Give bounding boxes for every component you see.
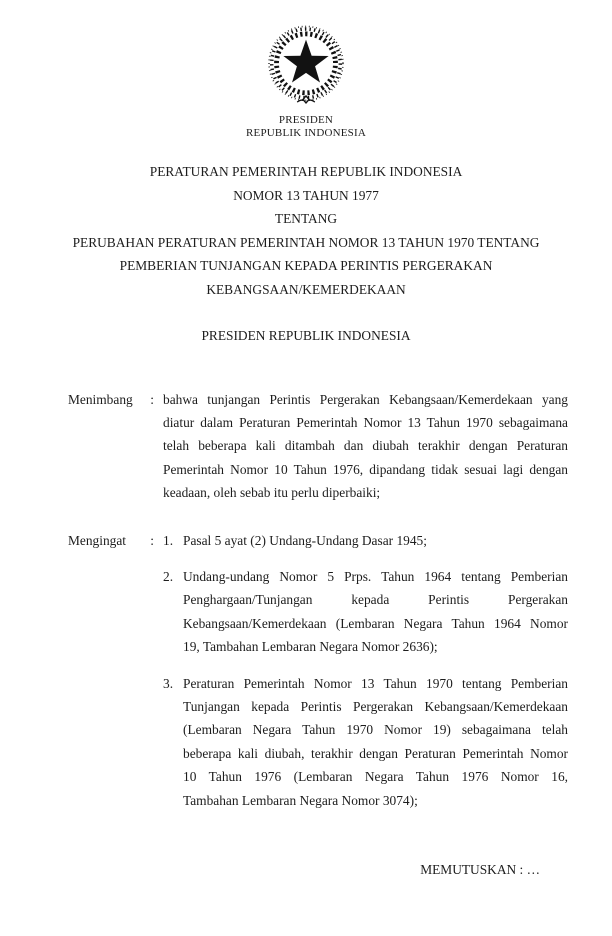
- title-line-number: NOMOR 13 TAHUN 1977: [233, 187, 379, 203]
- document-body: [68, 388, 568, 813]
- list-item-line: Undang-undang Nomor 5 Prps. Tahun 1964 tentang Pemberian: [183, 568, 568, 584]
- title-line-subject-3: KEBANGSAAN/KEMERDEKAAN: [206, 281, 406, 297]
- list-item-text: [183, 565, 568, 659]
- title-line-subject-1: PERUBAHAN PERATURAN PEMERINTAH NOMOR 13 TAHUN 1970 TENTANG: [72, 234, 540, 250]
- memutuskan-line: MEMUTUSKAN : …: [420, 862, 540, 877]
- list-item-line: 10 Tahun 1976 (Lembaran Negara Tahun 1976 Nomor 16,: [183, 769, 568, 785]
- seal-caption-republik-indonesia: REPUBLIK INDONESIA: [245, 126, 366, 139]
- list-item-line: (Lembaran Negara Tahun 1970 Nomor 19) sebagaimana telah: [183, 722, 568, 738]
- menimbang-line: keadaan, oleh sebab itu perlu diperbaiki;: [163, 485, 381, 501]
- menimbang-line: telah beberapa kali ditambah dan diubah terakhir dengan Peraturan: [163, 438, 568, 454]
- mengingat-section: [68, 529, 568, 812]
- list-item-line: Penghargaan/Tunjangan kepada Perintis Pergerakan: [183, 592, 568, 608]
- menimbang-label-text: Menimbang: [68, 391, 133, 407]
- title-line-subject-2: PEMBERIAN TUNJANGAN KEPADA PERINTIS PERGERAKAN: [119, 258, 493, 273]
- list-item-number: 2.: [163, 568, 174, 584]
- menimbang-line: Pemerintah Nomor 10 Tahun 1976, dipandang tidak sesuai lagi dengan: [163, 461, 568, 477]
- mengingat-label-text: Mengingat: [68, 532, 127, 548]
- menimbang-line: bahwa tunjangan Perintis Pergerakan Kebangsaan/Kemerdekaan yang: [163, 391, 568, 407]
- list-item-line: Tunjangan kepada Perintis Pergerakan Kebangsaan/Kemerdekaan: [183, 698, 568, 714]
- list-item: [163, 672, 568, 812]
- list-item-line: beberapa kali diubah, terakhir dengan Peraturan Pemerintah Nomor: [183, 745, 568, 761]
- subheading-presiden-ri: PRESIDEN REPUBLIK INDONESIA: [201, 328, 411, 343]
- mengingat-label: [68, 529, 163, 552]
- list-item-text: [183, 529, 568, 552]
- menimbang-section: [68, 388, 568, 505]
- document-title-block: [0, 160, 612, 301]
- title-line-tentang: TENTANG: [274, 211, 338, 226]
- menimbang-paragraph: [163, 388, 568, 505]
- title-line-regulation: PERATURAN PEMERINTAH REPUBLIK INDONESIA: [149, 164, 463, 179]
- menimbang-colon: :: [150, 391, 154, 407]
- seal-caption: [0, 114, 612, 139]
- list-item-line: Pasal 5 ayat (2) Undang-Undang Dasar 1945;: [183, 532, 427, 548]
- list-item: [163, 565, 568, 659]
- list-item-line: Peraturan Pemerintah Nomor 13 Tahun 1970 tentang Pemberian: [183, 675, 568, 691]
- list-item-line: Tambahan Lembaran Negara Nomor 3074);: [183, 792, 418, 808]
- menimbang-line: diatur dalam Peraturan Pemerintah Nomor 13 Tahun 1970 sebagaimana: [163, 414, 568, 430]
- list-item-text: [183, 672, 568, 812]
- list-item-number: 3.: [163, 675, 174, 691]
- menimbang-label: [68, 388, 163, 411]
- list-item-line: 19, Tambahan Lembaran Negara Nomor 2636);: [183, 639, 438, 655]
- list-item: [163, 529, 568, 552]
- mengingat-colon: :: [150, 532, 154, 548]
- list-item-number: 1.: [163, 532, 174, 548]
- list-item-line: Kebangsaan/Kemerdekaan (Lembaran Negara Tahun 1964 Nomor: [183, 615, 568, 631]
- document-header: [0, 0, 612, 139]
- presidential-emblem: [262, 24, 350, 108]
- seal-caption-presiden: PRESIDEN: [278, 114, 334, 126]
- star-wreath-icon: [262, 24, 350, 108]
- mengingat-list: [163, 529, 568, 812]
